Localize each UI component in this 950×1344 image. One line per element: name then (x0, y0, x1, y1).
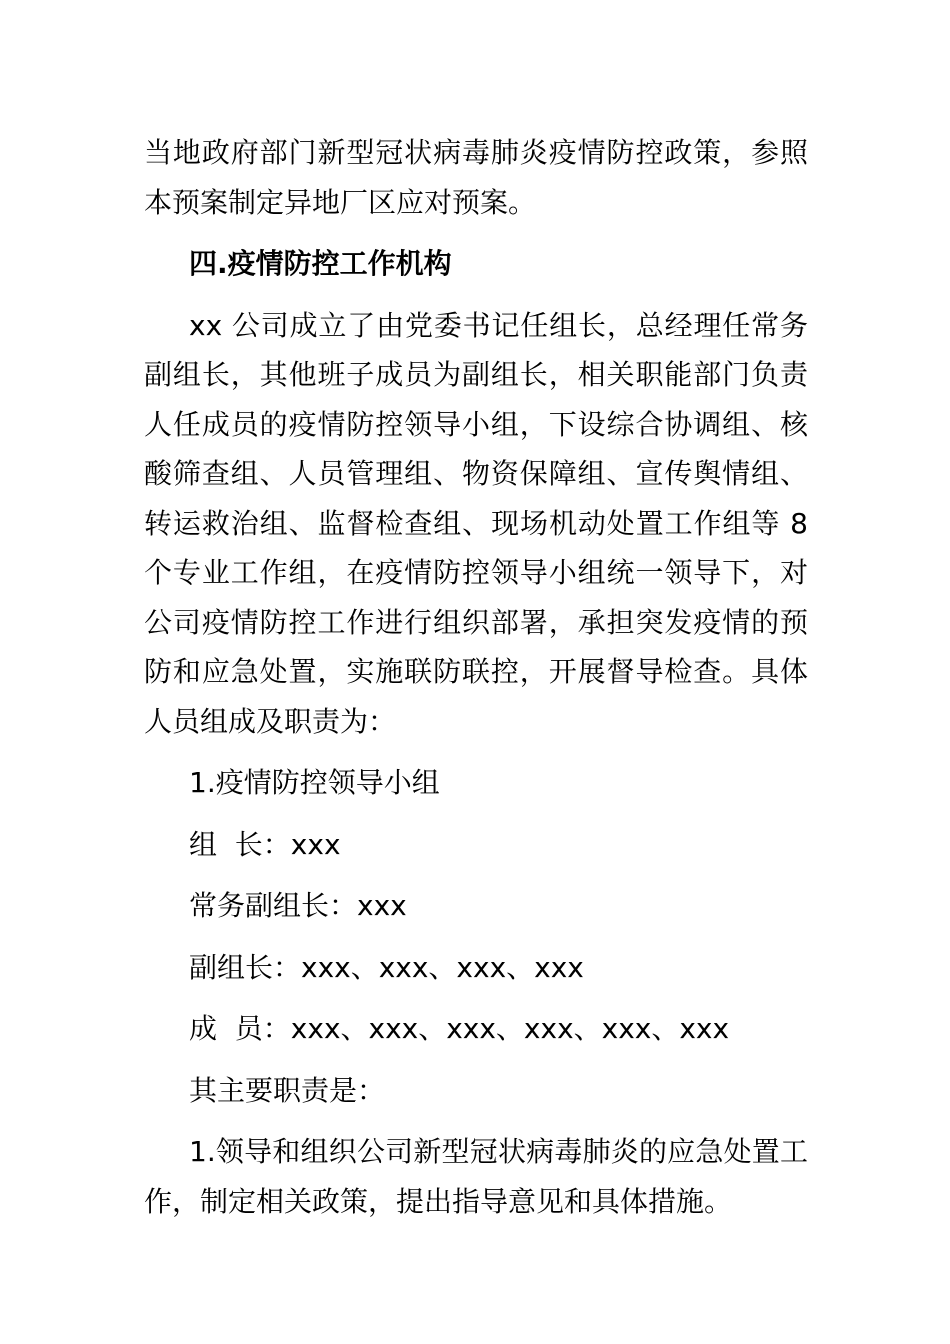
member-leader: 组 长：xxx (189, 827, 341, 861)
paragraph-organization: xx 公司成立了由党委书记任组长，总经理任常务副组长，其他班子成员为副组长，相关职能部门负责人任成员的疫情防控领导小组，下设综合协调组、核酸筛查组、人员管理组、物资保障组、宣传舆情组、转运救治组、监督检查组、现场机动处置工作组等 8 个专业工作组，在疫情防控领导小组统一领导下，对公司疫情防控工作进行组织部署，承担突发疫情的预防和应急处置，实施联防联控，开展督导检查。具体人员组成及职责为： (144, 308, 808, 738)
member-deputies: 副组长：xxx、xxx、xxx、xxx (189, 950, 584, 984)
subsection-title: 1.疫情防控领导小组 (189, 766, 440, 799)
document-page (144, 128, 808, 1238)
duty-item: 1.领导和组织公司新型冠状病毒肺炎的应急处置工作，制定相关政策，提出指导意见和具体措施。 (144, 1135, 808, 1218)
paragraph-continuation: 当地政府部门新型冠状病毒肺炎疫情防控政策，参照本预案制定异地厂区应对预案。 (144, 136, 808, 219)
section-heading: 四.疫情防控工作机构 (189, 247, 452, 280)
member-executive-deputy: 常务副组长：xxx (189, 889, 407, 922)
duties-intro: 其主要职责是： (189, 1073, 386, 1107)
member-list: 成 员：xxx、xxx、xxx、xxx、xxx、xxx (189, 1012, 730, 1045)
